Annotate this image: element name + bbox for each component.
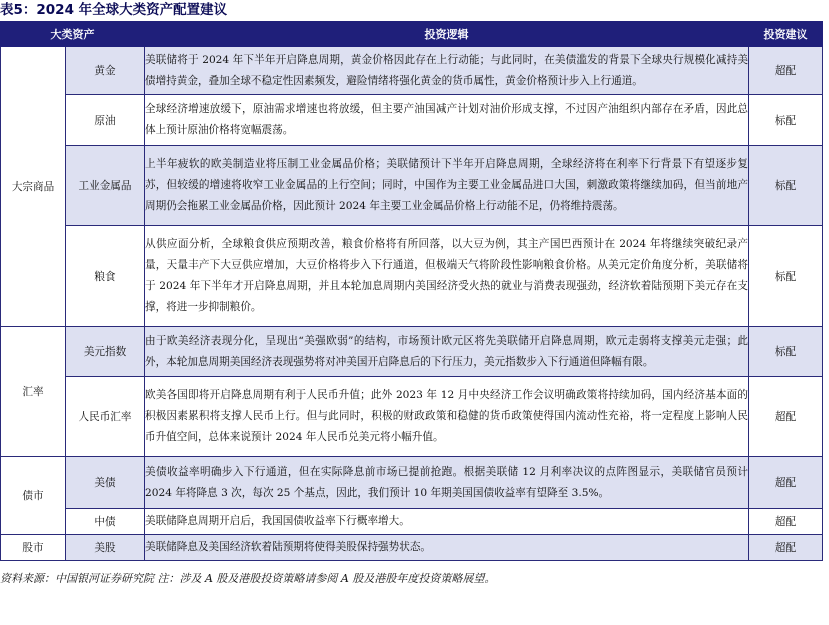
category-equities: 股市: [1, 535, 66, 561]
asset-name: 中债: [66, 509, 145, 535]
category-commodities: 大宗商品: [1, 47, 66, 327]
asset-name: 人民币汇率: [66, 377, 145, 457]
asset-name: 原油: [66, 95, 145, 146]
investment-logic: 上半年疲软的欧美制造业将压制工业金属品价格；美联储预计下半年开启降息周期，全球经济将在利率下行背景下有望逐步复苏，但较缓的增速将收窄工业金属品的上行空间；同时，中国作为主要工业金属品进口大国，刺激政策将继续加码，但当前地产周期仍会拖累工业金属品价格，因此预计 2024 年主要工业金属品价格上行动能不足，仍将维持震荡。: [145, 146, 749, 226]
investment-logic: 美联储降息及美国经济软着陆预期将使得美股保持强势状态。: [145, 535, 749, 561]
investment-logic: 从供应面分析，全球粮食供应预期改善，粮食价格将有所回落，以大豆为例，其主产国巴西预计在 2024 年将继续突破纪录产量，天量丰产下大豆供应增加，大豆价格将步入下行通道，但极端天气将阶段性影响粮食价格。从美元定价角度分析，美联储将于 2024 年下半年才开启降息周期，并且本轮加息周期内美国经济受火热的就业与消费表现强劲，经济软着陆预期下美元存在支撑，将进一步抑制粮价。: [145, 226, 749, 327]
recommendation: 超配: [749, 535, 823, 561]
investment-logic: 由于欧美经济表现分化，呈现出“美强欧弱”的结构，市场预计欧元区将先美联储开启降息周期，欧元走弱将支撑美元走强；此外，本轮加息周期美国经济表现强势将对冲美国开启降息后的下行压力，美元指数步入下行通道但降幅有限。: [145, 327, 749, 377]
header-recommendation: 投资建议: [749, 22, 823, 47]
recommendation: 标配: [749, 95, 823, 146]
table-row: [1, 95, 823, 146]
table-row: [1, 47, 823, 95]
table-row: [1, 226, 823, 327]
recommendation: 超配: [749, 377, 823, 457]
table-row: [1, 509, 823, 535]
investment-logic: 欧美各国即将开启降息周期有利于人民币升值；此外 2023 年 12 月中央经济工作会议明确政策将持续加码，国内经济基本面的积极因素累积将支撑人民币上行。但与此同时，积极的财政政策和稳健的货币政策使得国内流动性充裕，将一定程度上影响人民币升值空间，总体来说预计 2024 年人民币兑美元将小幅升值。: [145, 377, 749, 457]
asset-name: 工业金属品: [66, 146, 145, 226]
asset-allocation-table: [0, 21, 823, 561]
table-row: [1, 377, 823, 457]
recommendation: 超配: [749, 457, 823, 509]
asset-name: 黄金: [66, 47, 145, 95]
table-title: 表5：2024 年全球大类资产配置建议: [0, 2, 228, 18]
investment-logic: 美联储将于 2024 年下半年开启降息周期，黄金价格因此存在上行动能；与此同时，在美债滥发的背景下全球央行规模化减持美债增持黄金，叠加全球不稳定性因素频发，避险情绪将强化黄金的货币属性，黄金价格预计步入上行通道。: [145, 47, 749, 95]
asset-name: 粮食: [66, 226, 145, 327]
asset-name: 美债: [66, 457, 145, 509]
header-category: 大类资产: [1, 22, 145, 47]
recommendation: 标配: [749, 146, 823, 226]
category-fx: 汇率: [1, 327, 66, 457]
asset-name: 美元指数: [66, 327, 145, 377]
asset-name: 美股: [66, 535, 145, 561]
table-row: [1, 146, 823, 226]
table-row: [1, 457, 823, 509]
recommendation: 标配: [749, 226, 823, 327]
category-bonds: 债市: [1, 457, 66, 535]
table-row: [1, 327, 823, 377]
investment-logic: 全球经济增速放缓下，原油需求增速也将放缓，但主要产油国减产计划对油价形成支撑，不过因产油组织内部存在矛盾，因此总体上预计原油价格将宽幅震荡。: [145, 95, 749, 146]
table-row: [1, 535, 823, 561]
investment-logic: 美联储降息周期开启后，我国国债收益率下行概率增大。: [145, 509, 749, 535]
investment-logic: 美债收益率明确步入下行通道，但在实际降息前市场已提前抢跑。根据美联储 12 月利率决议的点阵图显示，美联储官员预计 2024 年将降息 3 次，每次 25 个基点，因此，我们预计 10 年期美国国债收益率有望降至 3.5%。: [145, 457, 749, 509]
source-note: 资料来源：中国银河证券研究院 注：涉及 A 股及港股投资策略请参阅 A 股及港股年度投资策略展望。: [0, 572, 496, 585]
header-logic: 投资逻辑: [145, 22, 749, 47]
recommendation: 超配: [749, 47, 823, 95]
recommendation: 标配: [749, 327, 823, 377]
table-header-row: [1, 22, 823, 47]
recommendation: 超配: [749, 509, 823, 535]
